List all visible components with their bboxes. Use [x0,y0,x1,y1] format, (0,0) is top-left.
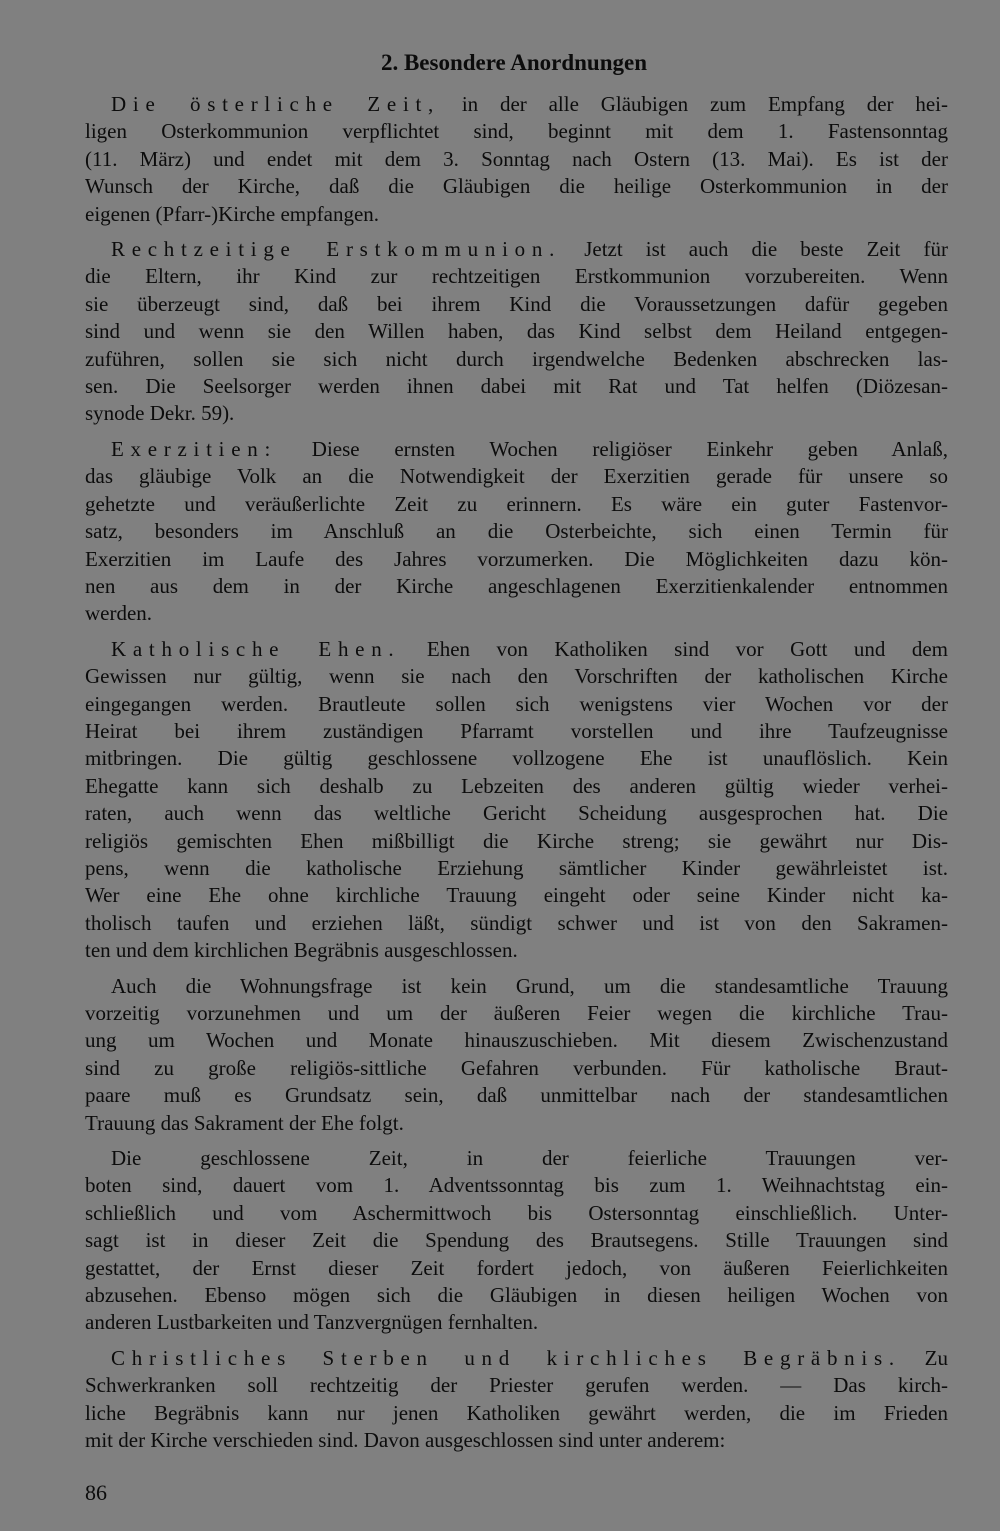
text-line [85,1055,948,1082]
line-text: sagt ist in dieser Zeit die Spendung des Brautsegens. Stille Trauungen sind [85,1228,948,1253]
paragraph [85,236,948,428]
text-line [85,910,948,937]
text-line [85,318,948,345]
line-text: abzusehen. Ebenso mögen sich die Gläubigen in diesen heiligen Wochen von [85,1283,948,1308]
line-text: Gewissen nur gültig, wenn sie nach den Vorschriften der katholischen Kirche [85,664,948,689]
line-text: tholisch taufen und erziehen läßt, sündigt schwer und ist von den Sakramen- [85,910,948,935]
line-text: sind und wenn sie den Willen haben, das Kind selbst dem Heiland entgegen- [85,319,948,344]
text-line [85,600,948,627]
line-text: eigenen (Pfarr-)Kirche empfangen. [85,201,380,226]
text-body [85,91,948,1463]
text-line [85,937,948,964]
line-text: ung um Wochen und Monate hinauszuschieben. Mit diesem Zwischenzustand [85,1028,948,1053]
line-text: ligen Osterkommunion verpflichtet sind, beginnt mit dem 1. Fastensonntag [85,119,948,144]
text-line [85,491,948,518]
line-text: Trauung das Sakrament der Ehe folgt. [85,1110,404,1135]
line-text: Heirat bei ihrem zuständigen Pfarramt vorstellen und ihre Taufzeugnisse [85,718,948,743]
line-text: mitbringen. Die gültig geschlossene vollzogene Ehe ist unauflöslich. Kein [85,746,948,771]
line-text: Wer eine Ehe ohne kirchliche Trauung eingeht oder seine Kinder nicht ka- [85,883,948,908]
text-line [85,1000,948,1027]
text-line [85,663,948,690]
text-line [85,291,948,318]
line-text: religiös gemischten Ehen mißbilligt die Kirche streng; sie gewährt nur Dis- [85,828,948,853]
line-text: pens, wenn die katholische Erziehung sämtlicher Kinder gewährleistet ist. [85,855,948,880]
section-heading: 2. Besondere Anordnungen [380,50,648,75]
line-text: satz, besonders im Anschluß an die Osterbeichte, sich einen Termin für [85,519,948,544]
line-text: Exerzitien im Laufe des Jahres vorzumerken. Die Möglichkeiten dazu kön- [85,546,948,571]
paragraph [85,636,948,965]
text-line [85,518,948,545]
spaced-lead-term: Die österliche Zeit, [111,92,441,116]
text-line [85,1400,948,1427]
spaced-lead-term: Katholische Ehen. [111,636,401,661]
line-text: sie überzeugt sind, daß bei ihrem Kind die Voraussetzungen dafür gegeben [85,291,948,316]
text-line [85,436,948,463]
spaced-lead-term: Rechtzeitige Erstkommunion. [111,237,562,262]
line-text: gestattet, der Ernst dieser Zeit fordert jedoch, von äußeren Feierlichkeiten [85,1255,948,1280]
text-line [85,263,948,290]
text-line [85,373,948,400]
line-text: nen aus dem in der Kirche angeschlagenen Exerzitienkalender entnommen [85,573,948,598]
text-line [85,91,948,118]
text-line [85,173,948,200]
text-line [85,346,948,373]
text-line [85,1172,948,1199]
text-line [85,1200,948,1227]
text-line [85,546,948,573]
text-line [85,1372,948,1399]
text-line [85,855,948,882]
line-text: mit der Kirche verschieden sind. Davon ausgeschlossen sind unter anderem: [85,1428,726,1453]
paragraph [85,1145,948,1337]
text-line [85,1309,948,1336]
line-text: werden. [85,601,153,626]
paragraph [85,973,948,1137]
line-text: Schwerkranken soll rechtzeitig der Priester gerufen werden. — Das kirch- [85,1373,948,1398]
line-text: Zu [900,1345,949,1370]
line-text: sind zu große religiös-sittliche Gefahren verbunden. Für katholische Braut- [85,1055,948,1080]
line-text: die Eltern, ihr Kind zur rechtzeitigen Erstkommunion vorzubereiten. Wenn [85,264,948,289]
line-text: synode Dekr. 59). [85,401,235,426]
line-text: (11. März) und endet mit dem 3. Sonntag nach Ostern (13. Mai). Es ist der [85,146,948,171]
text-line [85,1345,948,1372]
text-line [85,1282,948,1309]
text-line [85,146,948,173]
line-text: raten, auch wenn das weltliche Gericht Scheidung ausgesprochen hat. Die [85,801,948,826]
text-line [85,718,948,745]
text-line [85,1427,948,1454]
line-text: Jetzt ist auch die beste Zeit für [561,237,948,262]
text-line [85,400,948,427]
text-line [85,201,948,228]
line-text: zuführen, sollen sie sich nicht durch irgendwelche Bedenken abschrecken las- [85,346,948,371]
text-line [85,1227,948,1254]
paragraph [85,436,948,628]
text-line [85,691,948,718]
line-text: ten und dem kirchlichen Begräbnis ausgeschlossen. [85,938,518,963]
line-text: sen. Die Seelsorger werden ihnen dabei mit Rat und Tat helfen (Diözesan- [85,374,948,399]
spaced-lead-term: Christliches Sterben und kirchliches Begräbnis. [111,1345,901,1370]
text-line [85,118,948,145]
text-line [85,773,948,800]
text-line [85,236,948,263]
line-text: schließlich und vom Aschermittwoch bis Ostersonntag einschließlich. Unter- [85,1200,948,1225]
page-number: 86 [85,1480,107,1505]
line-text: Ehen von Katholiken sind vor Gott und dem [400,636,948,661]
text-line [85,1255,948,1282]
line-text: in der alle Gläubigen zum Empfang der hei- [440,92,948,116]
line-text: das gläubige Volk an die Notwendigkeit der Exerzitien gerade für unsere so [85,464,948,489]
line-text: Die geschlossene Zeit, in der feierliche Trauungen ver- [111,1146,948,1171]
text-line [85,745,948,772]
text-line [85,973,948,1000]
line-text: eingegangen werden. Brautleute sollen sich wenigstens vier Wochen vor der [85,691,948,716]
paragraph [85,91,948,228]
text-line [85,1145,948,1172]
text-line [85,1082,948,1109]
line-text: boten sind, dauert vom 1. Adventssonntag bis zum 1. Weihnachtstag ein- [85,1173,948,1198]
text-line [85,828,948,855]
text-line [85,463,948,490]
spaced-lead-term: Exerzitien: [111,436,278,461]
line-text: Wunsch der Kirche, daß die Gläubigen die heilige Osterkommunion in der [85,174,948,199]
line-text: Ehegatte kann sich deshalb zu Lebzeiten des anderen gültig wieder verhei- [85,773,948,798]
text-line [85,573,948,600]
text-line [85,1027,948,1054]
line-text: vorzeitig vorzunehmen und um der äußeren Feier wegen die kirchliche Trau- [85,1001,948,1025]
text-line [85,882,948,909]
line-text: Diese ernsten Wochen religiöser Einkehr geben Anlaß, [277,436,948,461]
line-text: anderen Lustbarkeiten und Tanzvergnügen fernhalten. [85,1310,539,1335]
paragraph [85,1345,948,1455]
line-text: gehetzte und veräußerlichte Zeit zu erinnern. Es wäre ein guter Fastenvor- [85,491,948,516]
text-line [85,636,948,663]
text-line [85,1110,948,1137]
line-text: paare muß es Grundsatz sein, daß unmittelbar nach der standesamtlichen [85,1083,948,1108]
text-line [85,800,948,827]
line-text: Auch die Wohnungsfrage ist kein Grund, um die standesamtliche Trauung [111,973,948,998]
line-text: liche Begräbnis kann nur jenen Katholiken gewährt werden, die im Frieden [85,1400,948,1425]
